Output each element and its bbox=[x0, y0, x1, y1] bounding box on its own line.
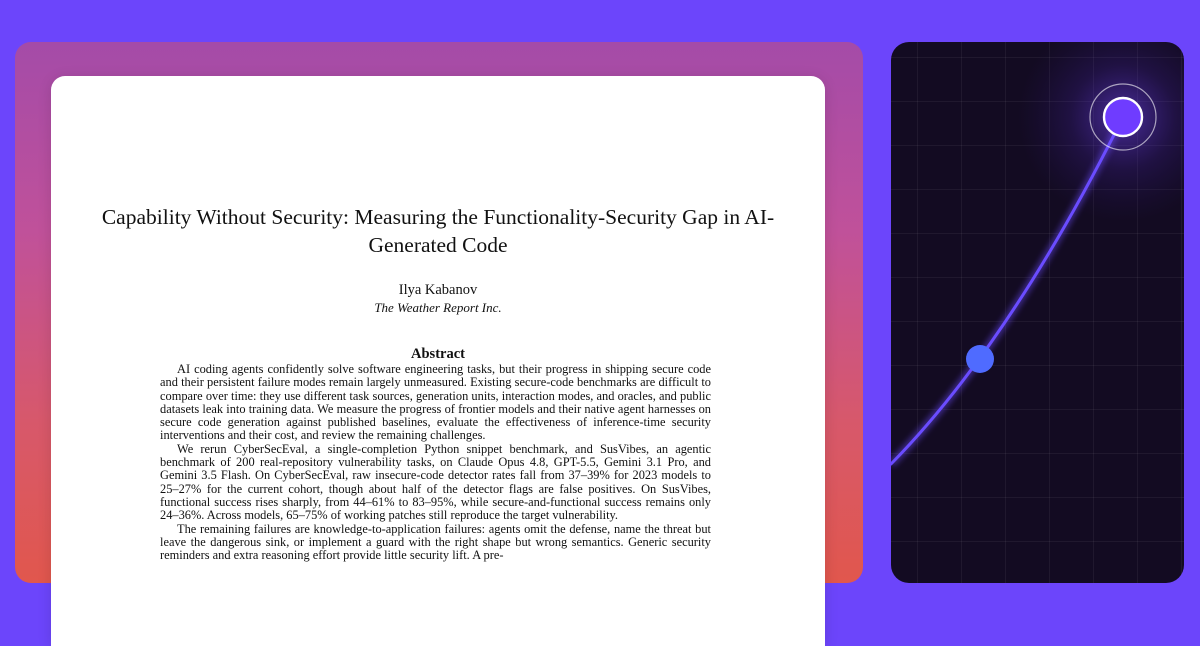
paper-title: Capability Without Security: Measuring the Functionality-Security Gap in AI-Generated Code bbox=[101, 205, 775, 257]
abstract-paragraph: The remaining failures are knowledge-to-application failures: agents omit the defense, name the threat but leave the dangerous sink, or implement a guard with the right shape but wrong semantics. Generic security reminders and extra reasoning effort provide little security lift. A pre- bbox=[160, 521, 711, 563]
author-name: Ilya Kabanov bbox=[398, 282, 478, 298]
abstract-paragraph: We rerun CyberSecEval, a single-completion Python snippet benchmark, and SusVibes, an agentic benchmark of 200 real-repository vulnerability tasks, on Claude Opus 4.8, GPT-5.5, Gemini 3.1 Pro, and Gemini 3.5 Flash. On CyberSecEval, raw insecure-code detector rates fall from 37–39% for 2023 models to 25–27% for the current cohort, though about half of the detector flags are false positives. On SusVibes, functional success rises sharply, from 44–61% to 83–95%, while secure-and-functional success remains only 24–36%. Across models, 65–75% of working patches still reproduce the target vulnerability. bbox=[160, 441, 711, 523]
abstract-body bbox=[160, 363, 711, 562]
endpoint-glow bbox=[1018, 42, 1184, 222]
paper-page bbox=[51, 76, 825, 646]
curve-endpoint-dot bbox=[1104, 98, 1142, 136]
curve-midpoint-dot bbox=[966, 345, 994, 373]
abstract-heading: Abstract bbox=[411, 346, 465, 362]
abstract-paragraph: AI coding agents confidently solve software engineering tasks, but their progress in shipping secure code and their persistent failure modes remain largely unmeasured. Existing secure-code benchmarks are difficult to compare over time: they use different task sources, generation units, interaction modes, and oracles, and public datasets leak into training data. We measure the progress of frontier models and their native agent harnesses on secure code generation against published baselines, evaluate the effectiveness of inference-time security interventions and their cost, and review the remaining challenges. bbox=[160, 362, 711, 443]
author-affiliation: The Weather Report Inc. bbox=[374, 300, 502, 315]
growth-curve-graphic bbox=[891, 42, 1184, 583]
growth-curve-card bbox=[891, 42, 1184, 583]
